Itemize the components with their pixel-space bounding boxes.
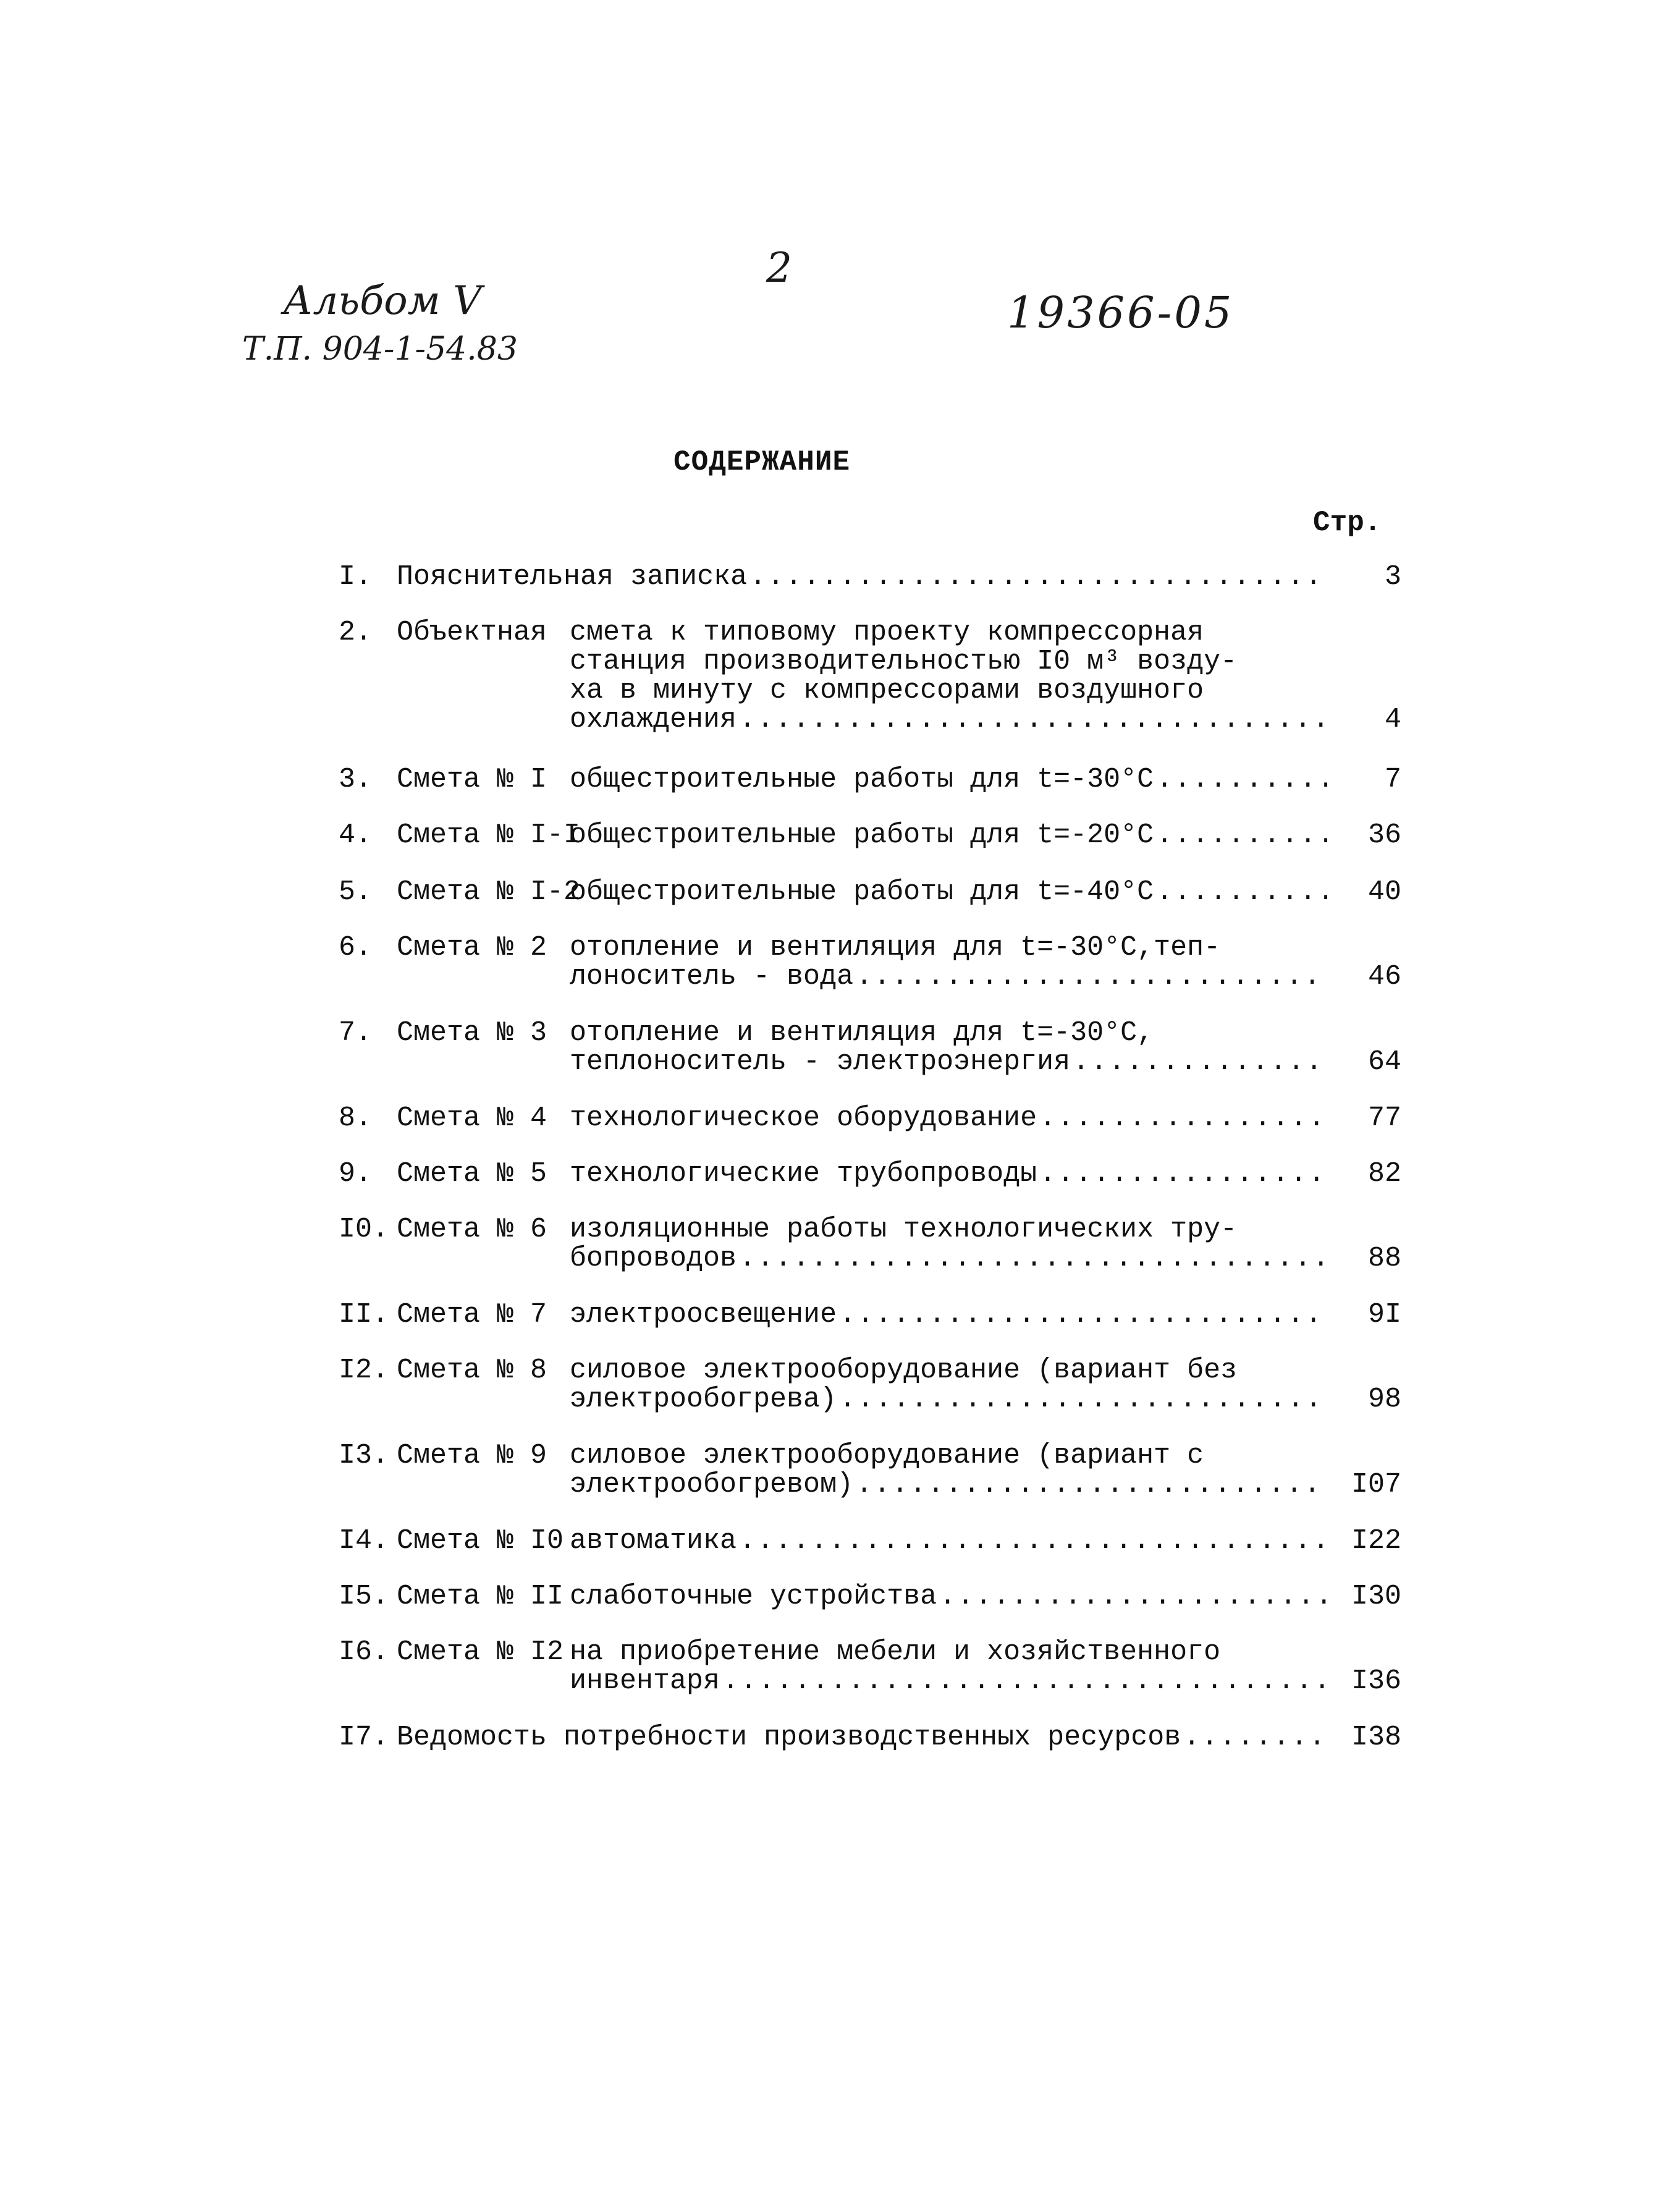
toc-entry-page: I22	[1351, 1525, 1401, 1557]
toc-entry	[339, 618, 1401, 734]
toc-entry	[339, 1723, 1401, 1752]
toc-entry-text: бопроводов .....	[570, 1244, 1327, 1273]
toc-entry-text: отопление и вентиляция для t=-30°C,	[570, 1018, 1154, 1047]
toc-entry-kind: Смета № 2	[397, 932, 547, 963]
toc-entry-number: I.	[339, 561, 373, 593]
toc-entry	[339, 1441, 1401, 1499]
document-number: 19366-05	[1007, 287, 1235, 338]
toc-entry	[339, 1300, 1401, 1329]
toc-entry-text: общестроительные работы для t=-20°C .....	[570, 821, 1327, 850]
toc-entry-page: 98	[1367, 1384, 1401, 1415]
toc-entry-page: 4	[1384, 704, 1401, 735]
toc-entry-kind: Смета № I0	[397, 1525, 564, 1557]
toc-entry	[339, 765, 1401, 794]
toc-entry-text: станция производительностью I0 м³ возду-	[570, 647, 1238, 676]
toc-entry-text: инвентаря .....	[570, 1667, 1327, 1696]
toc-entry-kind: Смета № 6	[397, 1214, 547, 1245]
toc-entry-kind: Смета № 8	[397, 1355, 547, 1386]
toc-entry-number: I5.	[339, 1581, 389, 1612]
toc-entry-number: I4.	[339, 1525, 389, 1557]
toc-entry	[339, 1356, 1401, 1414]
toc-entry-page: I36	[1351, 1665, 1401, 1697]
toc-entry-text: общестроительные работы для t=-40°C .....	[570, 877, 1327, 907]
toc-entry-text: лоноситель - вода .....	[570, 962, 1327, 991]
toc-entry-kind: Смета № 7	[397, 1299, 547, 1330]
toc-entry	[339, 877, 1401, 907]
toc-entry	[339, 1638, 1401, 1696]
toc-entry-number: 9.	[339, 1158, 373, 1190]
toc-entry-page: 7	[1384, 764, 1401, 795]
toc-entry-kind: Смета № 5	[397, 1158, 547, 1190]
toc-entry-text: общестроительные работы для t=-30°C .....	[570, 765, 1327, 794]
toc-entry-page: I30	[1351, 1581, 1401, 1612]
toc-entry-number: II.	[339, 1299, 389, 1330]
toc-entry	[339, 1018, 1401, 1076]
toc-entry-text: смета к типовому проекту компрессорная	[570, 618, 1204, 647]
toc-entry-page: 64	[1367, 1046, 1401, 1078]
toc-entry-number: 2.	[339, 617, 373, 648]
toc-entry-number: 6.	[339, 932, 373, 963]
page-column-label: Стр.	[1313, 507, 1382, 539]
toc-entry-number: 8.	[339, 1102, 373, 1134]
toc-entry-number: I3.	[339, 1440, 389, 1471]
toc-entry-text: ха в минуту с компрессорами воздушного	[570, 676, 1204, 705]
toc-entry	[339, 821, 1401, 850]
toc-entry-kind: Смета № I	[397, 764, 547, 795]
toc-entry-text: отопление и вентиляция для t=-30°C,теп-	[570, 933, 1221, 962]
toc-entry-page: 9I	[1367, 1299, 1401, 1330]
toc-entry-text: Пояснительная записка .....	[397, 562, 1327, 591]
toc-entry-text: Ведомость потребности производственных ресурсов .....	[397, 1723, 1327, 1752]
toc-entry-number: I0.	[339, 1214, 389, 1245]
toc-entry-text: электрообогревом) .....	[570, 1470, 1327, 1499]
toc-entry-kind: Смета № 4	[397, 1102, 547, 1134]
toc-entry-text: теплоноситель - электроэнергия .....	[570, 1047, 1327, 1076]
toc-entry-kind: Объектная	[397, 617, 547, 648]
toc-entry-text: охлаждения .....	[570, 705, 1327, 734]
toc-entry-page: 36	[1367, 819, 1401, 851]
toc-entry-page: 3	[1384, 561, 1401, 593]
toc-entry-page: 88	[1367, 1243, 1401, 1274]
toc-entry-text: автоматика .....	[570, 1526, 1327, 1555]
toc-entry-number: I6.	[339, 1636, 389, 1668]
toc-entry-kind: Смета № 9	[397, 1440, 547, 1471]
toc-entry-kind: Смета № I-I	[397, 819, 581, 851]
toc-entry-number: 7.	[339, 1017, 373, 1049]
toc-entry-page: I07	[1351, 1469, 1401, 1500]
toc-entry-page: 82	[1367, 1158, 1401, 1190]
toc-entry	[339, 1582, 1401, 1611]
toc-entry-page: 77	[1367, 1102, 1401, 1134]
toc-entry-number: I7.	[339, 1722, 389, 1753]
toc-entry-kind: Смета № I2	[397, 1636, 564, 1668]
page-title: СОДЕРЖАНИЕ	[673, 446, 851, 478]
toc-entry-page: 40	[1367, 876, 1401, 908]
toc-entry-text: электрообогрева) .....	[570, 1385, 1327, 1414]
toc-entry-kind: Смета № 3	[397, 1017, 547, 1049]
toc-entry	[339, 562, 1401, 591]
toc-entry-text: изоляционные работы технологических тру-	[570, 1215, 1238, 1244]
toc-entry-text: слаботочные устройства .....	[570, 1582, 1327, 1611]
toc-entry	[339, 933, 1401, 991]
toc-entry	[339, 1159, 1401, 1188]
toc-entry	[339, 1526, 1401, 1555]
toc-entry-number: 4.	[339, 819, 373, 851]
toc-entry-kind: Смета № I-2	[397, 876, 581, 908]
toc-entry-text: технологическое оборудование .....	[570, 1104, 1327, 1133]
toc-entry-number: 5.	[339, 876, 373, 908]
toc-entry	[339, 1104, 1401, 1133]
toc-entry-page: I38	[1351, 1722, 1401, 1753]
toc-entry	[339, 1215, 1401, 1273]
album-label: Альбом Ⅴ	[283, 278, 482, 324]
toc-entry-text: силовое электрооборудование (вариант с	[570, 1441, 1204, 1470]
toc-entry-text: на приобретение мебели и хозяйственного	[570, 1638, 1221, 1667]
toc-entry-number: 3.	[339, 764, 373, 795]
project-number: Т.П. 904-1-54.83	[242, 331, 518, 368]
toc-entry-page: 46	[1367, 961, 1401, 992]
toc-entry-text: технологические трубопроводы .....	[570, 1159, 1327, 1188]
page-number: 2	[766, 244, 792, 292]
toc-entry-text: электроосвещение .....	[570, 1300, 1327, 1329]
toc-entry-text: силовое электрооборудование (вариант без	[570, 1356, 1238, 1385]
toc-entry-number: I2.	[339, 1355, 389, 1386]
toc-entry-kind: Смета № II	[397, 1581, 564, 1612]
